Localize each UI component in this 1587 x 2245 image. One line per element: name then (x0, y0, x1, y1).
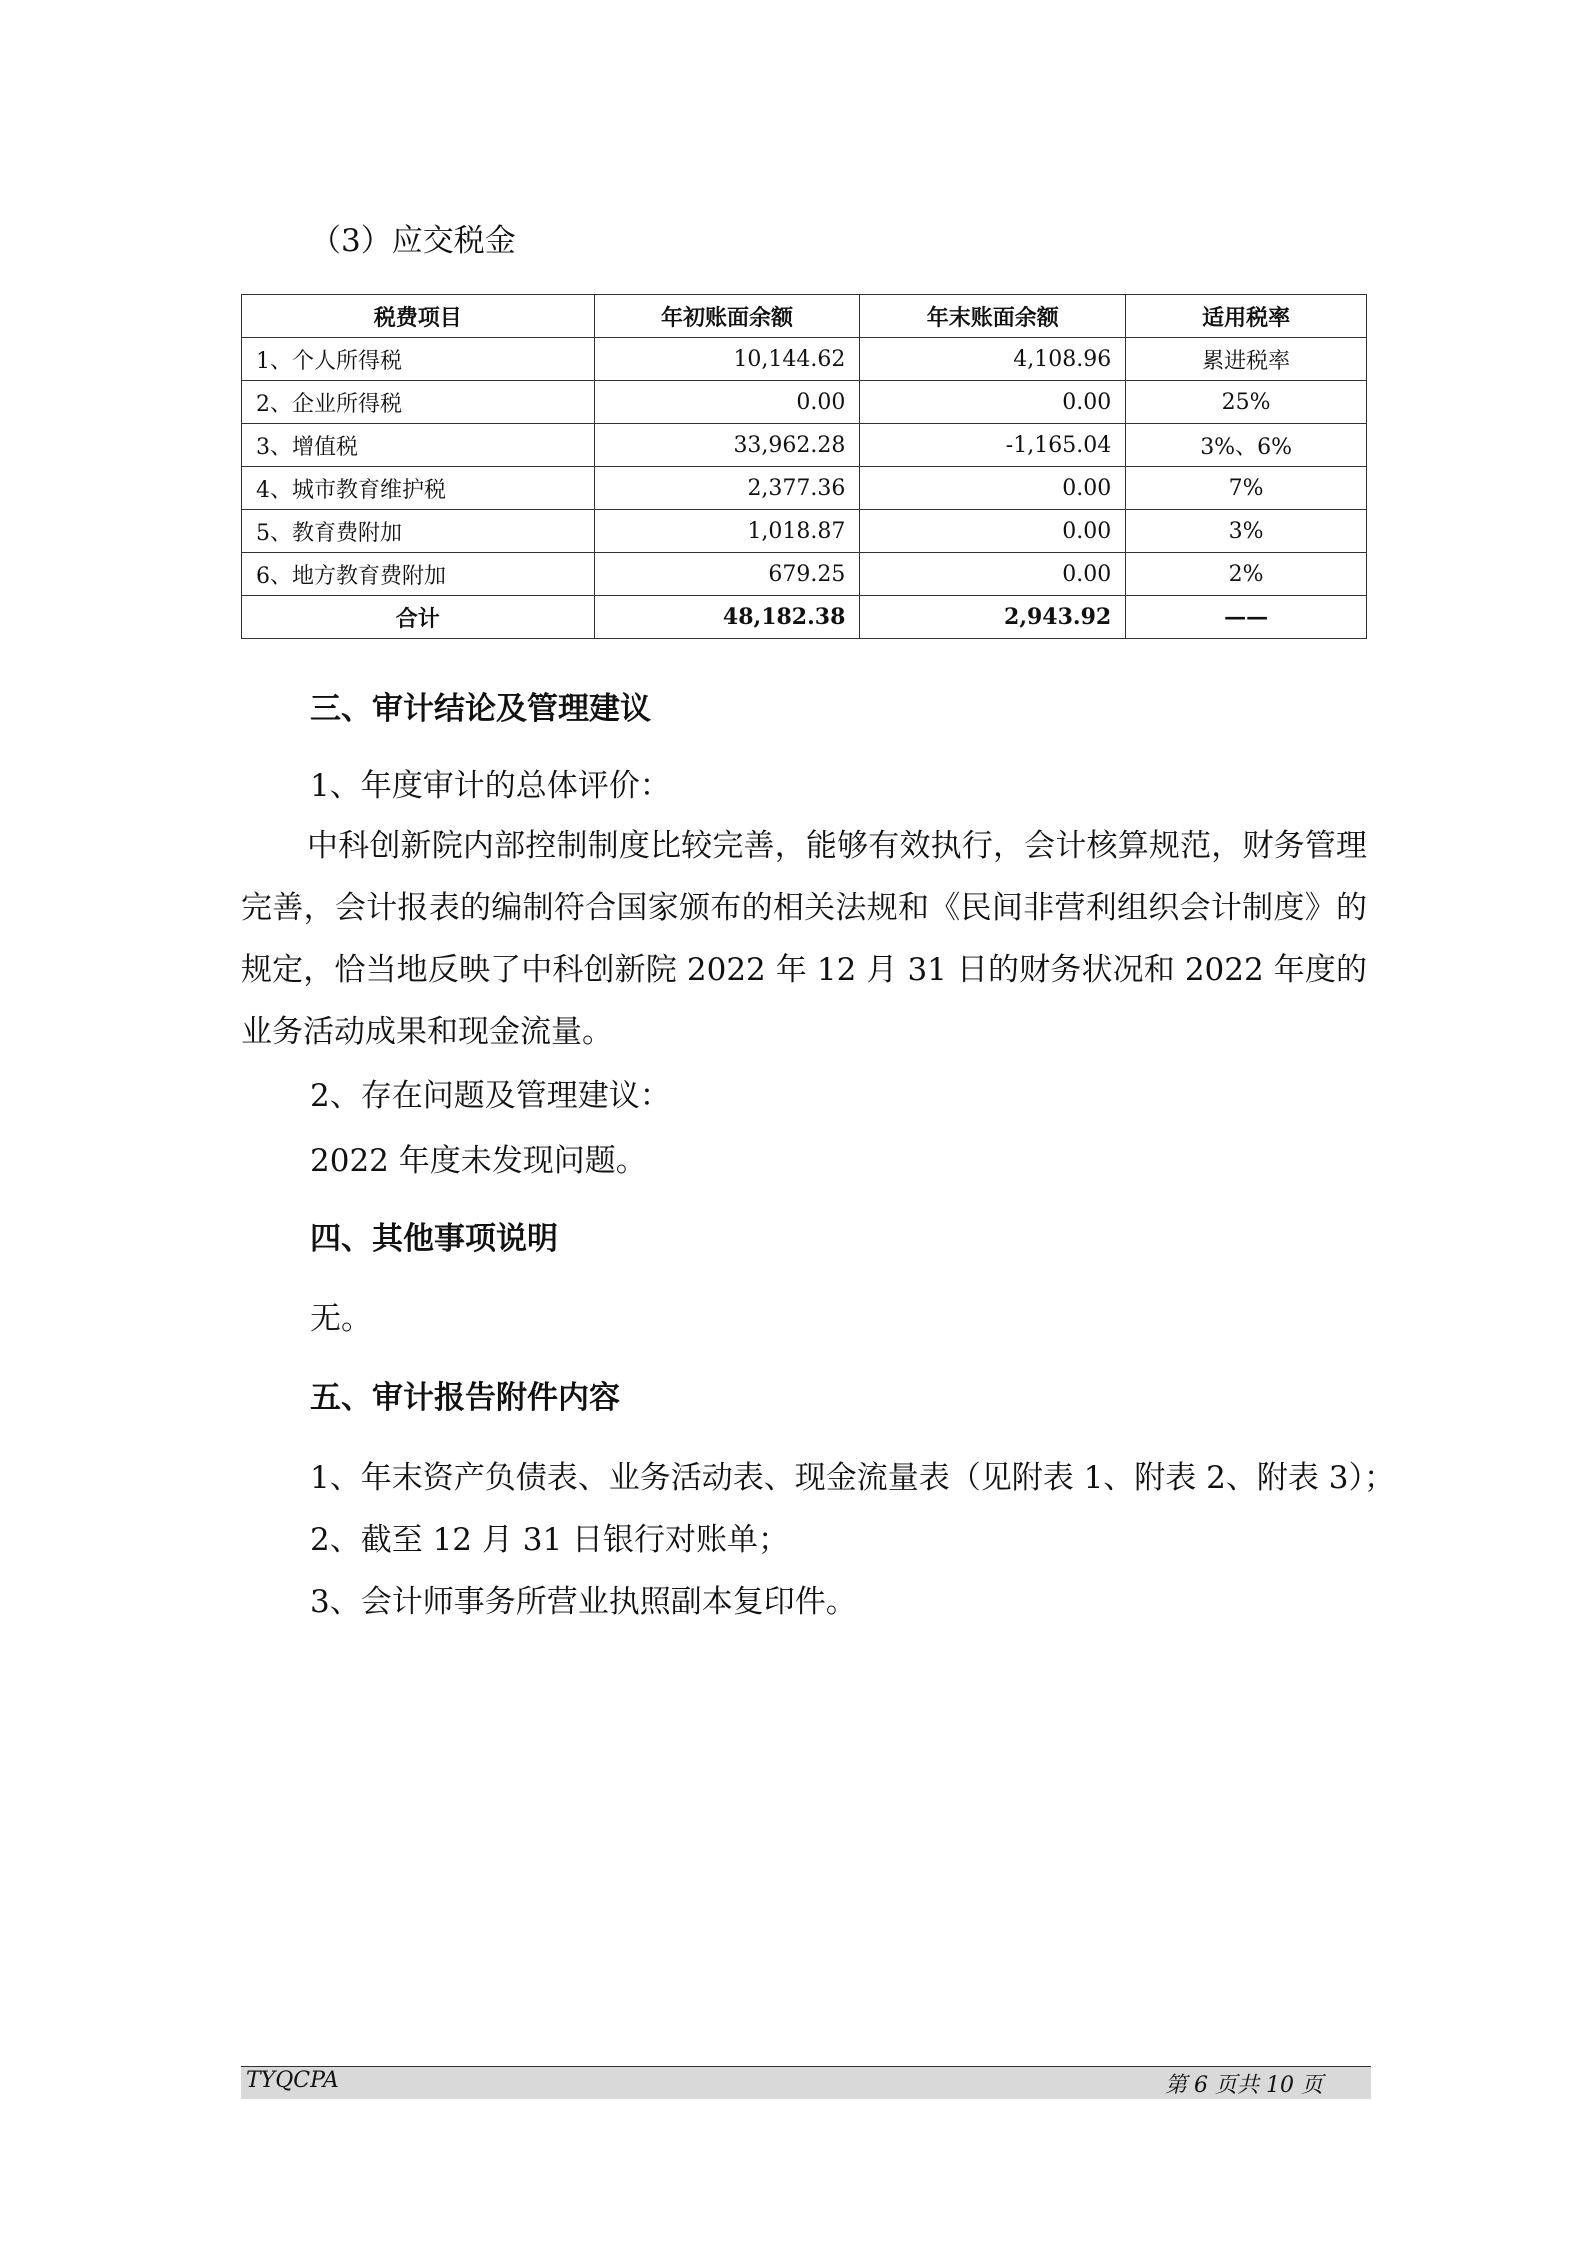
issues-heading: 2、存在问题及管理建议： (310, 1078, 671, 1114)
section-3-heading: 三、审计结论及管理建议 (310, 691, 651, 727)
cell-item: 1、个人所得税 (242, 338, 595, 381)
cell-closing: -1,165.04 (860, 424, 1126, 467)
cell-rate: 3%、6% (1126, 424, 1367, 467)
cell-total-closing: 2,943.92 (860, 596, 1126, 639)
cell-closing: 0.00 (860, 467, 1126, 510)
cell-item: 3、增值税 (242, 424, 595, 467)
footer-firm: TYQCPA (246, 2068, 339, 2093)
table-row (242, 553, 1367, 596)
cell-rate: 3% (1126, 510, 1367, 553)
cell-opening: 679.25 (594, 553, 860, 596)
cell-opening: 0.00 (594, 381, 860, 424)
cell-opening: 1,018.87 (594, 510, 860, 553)
cell-opening: 2,377.36 (594, 467, 860, 510)
table-row (242, 424, 1367, 467)
cell-opening: 10,144.62 (594, 338, 860, 381)
header-opening-balance: 年初账面余额 (594, 295, 860, 338)
section-4-heading: 四、其他事项说明 (310, 1221, 558, 1257)
cell-closing: 0.00 (860, 510, 1126, 553)
attachment-item: 1、年末资产负债表、业务活动表、现金流量表（见附表 1、附表 2、附表 3）； (310, 1460, 1395, 1496)
table-row (242, 467, 1367, 510)
cell-closing: 0.00 (860, 553, 1126, 596)
cell-total-rate: —— (1126, 596, 1367, 639)
evaluation-heading: 1、年度审计的总体评价： (310, 768, 671, 804)
table-row (242, 381, 1367, 424)
cell-item: 5、教育费附加 (242, 510, 595, 553)
cell-rate: 7% (1126, 467, 1367, 510)
section-5-heading: 五、审计报告附件内容 (310, 1380, 620, 1416)
table-row (242, 338, 1367, 381)
cell-item: 6、地方教育费附加 (242, 553, 595, 596)
cell-total-opening: 48,182.38 (594, 596, 860, 639)
cell-rate: 2% (1126, 553, 1367, 596)
attachment-item: 2、截至 12 月 31 日银行对账单； (310, 1522, 790, 1558)
table-header-row (242, 295, 1367, 338)
tax-table (241, 294, 1367, 639)
cell-closing: 0.00 (860, 381, 1126, 424)
cell-item: 4、城市教育维护税 (242, 467, 595, 510)
table-row (242, 510, 1367, 553)
table-total-row (242, 596, 1367, 639)
header-closing-balance: 年末账面余额 (860, 295, 1126, 338)
cell-item: 2、企业所得税 (242, 381, 595, 424)
section-4-body: 无。 (310, 1301, 372, 1337)
cell-closing: 4,108.96 (860, 338, 1126, 381)
header-item: 税费项目 (242, 295, 595, 338)
section-title: （3）应交税金 (310, 223, 516, 259)
cell-total-label: 合计 (242, 596, 595, 639)
attachment-item: 3、会计师事务所营业执照副本复印件。 (310, 1584, 857, 1620)
cell-opening: 33,962.28 (594, 424, 860, 467)
cell-rate: 25% (1126, 381, 1367, 424)
issues-body: 2022 年度未发现问题。 (310, 1143, 647, 1179)
evaluation-paragraph: 中科创新院内部控制制度比较完善，能够有效执行，会计核算规范，财务管理完善，会计报表的编制符合国家颁布的相关法规和《民间非营利组织会计制度》的规定，恰当地反映了中科创新院 2022 年 12 月 31 日的财务状况和 2022 年度的业务活动成果和现金流量。 (241, 828, 1367, 1050)
cell-rate: 累进税率 (1126, 338, 1367, 381)
header-tax-rate: 适用税率 (1126, 295, 1367, 338)
footer-page-number: 第 6 页共 10 页 (1165, 2073, 1323, 2098)
